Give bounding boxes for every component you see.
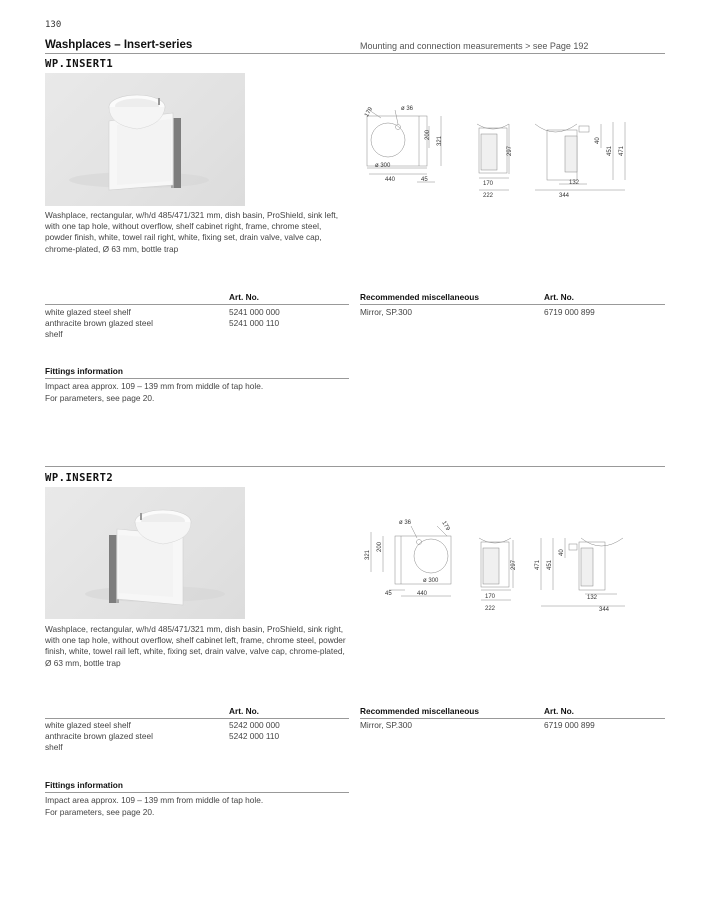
fittings-title: Fittings information bbox=[45, 366, 123, 376]
product-description: Washplace, rectangular, w/h/d 485/471/321 mm, dish basin, ProShield, sink left, with one tap hole, without overflow, shelf cabinet right, frame, chrome steel, powder finish, white, towel rail right, white, fixing set, drain valve, valve cap, chrome-plated, Ø 63 mm, bottle trap bbox=[45, 210, 339, 254]
misc-art-header: Art. No. bbox=[544, 706, 574, 716]
variant-name: anthracite brown glazed steel shelf bbox=[45, 731, 153, 752]
variant-name: white glazed steel shelf bbox=[45, 720, 131, 730]
dim-200: 200 bbox=[425, 129, 431, 140]
washplace-image bbox=[45, 487, 245, 619]
dim-170: 170 bbox=[485, 594, 496, 600]
misc-item: Mirror, SP.300 bbox=[360, 720, 412, 730]
art-no-header: Art. No. bbox=[229, 292, 259, 302]
misc-art-header: Art. No. bbox=[544, 292, 574, 302]
dim-45: 45 bbox=[421, 177, 428, 183]
table-divider bbox=[360, 304, 665, 305]
fittings-line: For parameters, see page 20. bbox=[45, 393, 155, 403]
dim-300: ø 300 bbox=[375, 163, 391, 169]
dim-451: 451 bbox=[547, 559, 553, 570]
dim-40: 40 bbox=[559, 549, 565, 556]
product-code: WP.INSERT2 bbox=[45, 472, 114, 484]
dim-132: 132 bbox=[569, 180, 580, 186]
dim-179: 179 bbox=[364, 106, 375, 119]
fittings-divider bbox=[45, 378, 349, 379]
misc-art-no: 6719 000 899 bbox=[544, 720, 595, 730]
dim-36: ø 36 bbox=[399, 520, 412, 526]
page-title: Washplaces – Insert-series bbox=[45, 39, 193, 51]
fittings-line: Impact area approx. 109 – 139 mm from middle of tap hole. bbox=[45, 795, 264, 805]
product-description: Washplace, rectangular, w/h/d 485/471/321 mm, dish basin, ProShield, sink right, with one tap hole, without overflow, shelf cabinet left, frame, chrome steel, powder finish, white, towel rail left, white, fixing set, drain valve, valve cap, chrome-plated, Ø 63 mm, bottle trap bbox=[45, 624, 346, 668]
art-no-header: Art. No. bbox=[229, 706, 259, 716]
dim-321: 321 bbox=[365, 549, 371, 560]
dim-40: 40 bbox=[595, 137, 601, 144]
washplace-image bbox=[45, 73, 245, 206]
variant-art-no: 5241 000 000 bbox=[229, 307, 280, 317]
fittings-divider bbox=[45, 792, 349, 793]
section-divider bbox=[45, 466, 665, 467]
variant-name: anthracite brown glazed steel shelf bbox=[45, 318, 153, 339]
product-photo bbox=[45, 487, 245, 619]
dim-222: 222 bbox=[483, 193, 494, 199]
dim-170: 170 bbox=[483, 181, 494, 187]
dim-132: 132 bbox=[587, 595, 598, 601]
dim-297: 297 bbox=[511, 559, 517, 570]
dim-297: 297 bbox=[507, 145, 513, 156]
fittings-title: Fittings information bbox=[45, 780, 123, 790]
dim-200: 200 bbox=[377, 541, 383, 552]
table-divider bbox=[360, 718, 665, 719]
technical-drawing bbox=[355, 96, 645, 206]
dim-36: ø 36 bbox=[401, 106, 414, 112]
fittings-line: Impact area approx. 109 – 139 mm from middle of tap hole. bbox=[45, 381, 264, 391]
header-divider bbox=[45, 53, 665, 54]
misc-item: Mirror, SP.300 bbox=[360, 307, 412, 317]
dim-451: 451 bbox=[607, 145, 613, 156]
dim-344: 344 bbox=[599, 607, 610, 613]
technical-drawing bbox=[355, 512, 645, 622]
variant-name: white glazed steel shelf bbox=[45, 307, 131, 317]
variant-art-no: 5242 000 110 bbox=[229, 731, 280, 741]
dim-440: 440 bbox=[385, 177, 396, 183]
table-divider bbox=[45, 718, 349, 719]
dim-344: 344 bbox=[559, 193, 570, 199]
reference-note: Mounting and connection measurements > see Page 192 bbox=[360, 41, 589, 51]
dim-321: 321 bbox=[437, 135, 443, 146]
dim-440: 440 bbox=[417, 591, 428, 597]
dim-222: 222 bbox=[485, 606, 496, 612]
dim-45: 45 bbox=[385, 591, 392, 597]
product-photo bbox=[45, 73, 245, 206]
product-code: WP.INSERT1 bbox=[45, 58, 114, 70]
dim-300: ø 300 bbox=[423, 578, 439, 584]
table-divider bbox=[45, 304, 349, 305]
dim-471: 471 bbox=[535, 559, 541, 570]
dim-471: 471 bbox=[619, 145, 625, 156]
misc-header: Recommended miscellaneous bbox=[360, 706, 479, 716]
dim-179: 179 bbox=[440, 520, 451, 532]
fittings-line: For parameters, see page 20. bbox=[45, 807, 155, 817]
misc-header: Recommended miscellaneous bbox=[360, 292, 479, 302]
misc-art-no: 6719 000 899 bbox=[544, 307, 595, 317]
variant-art-no: 5242 000 000 bbox=[229, 720, 280, 730]
page-number: 130 bbox=[45, 20, 62, 30]
variant-art-no: 5241 000 110 bbox=[229, 318, 280, 328]
